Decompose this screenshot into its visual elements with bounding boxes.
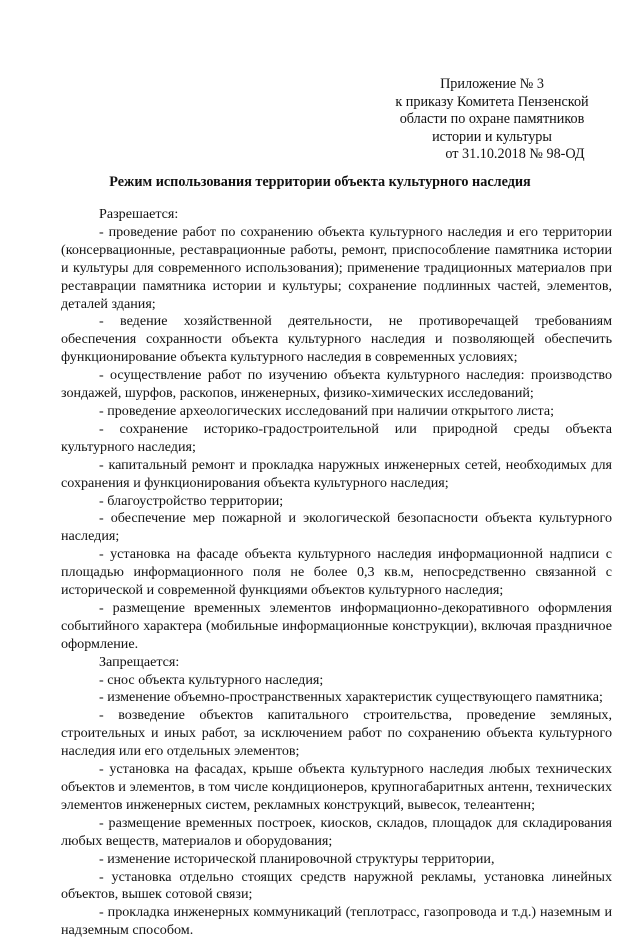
forbidden-item: - прокладка инженерных коммуникаций (теплотрасс, газопровода и т.д.) наземным и надземным способом. <box>61 904 612 939</box>
document-body <box>61 206 612 940</box>
document-title: Режим использования территории объекта культурного наследия <box>109 174 531 190</box>
forbidden-item: - возведение объектов капитального строительства, проведение земляных, строительных и иных работ, за исключением работ по сохранению объекта культурного наследия или его отдельных элементов; <box>61 707 612 760</box>
allowed-item: - сохранение историко-градостроительной или природной среды объекта культурного наследия; <box>61 420 612 455</box>
allowed-item: - обеспечение мер пожарной и экологической безопасности объекта культурного наследия; <box>61 510 612 545</box>
committee-name-line-2: истории и культуры <box>432 128 552 145</box>
allowed-item: - капитальный ремонт и прокладка наружных инженерных сетей, необходимых для сохранения и функционирования объекта культурного наследия; <box>61 456 612 491</box>
appendix-header <box>372 76 612 164</box>
allowed-item: - благоустройство территории; <box>99 492 284 509</box>
forbidden-item: - изменение объемно-пространственных характеристик существующего памятника; <box>99 689 603 706</box>
committee-name-line: области по охране памятников <box>399 111 585 127</box>
forbidden-item: - установка на фасадах, крыше объекта культурного наследия любых технических объектов и элементов, в том числе кондиционеров, крупногабаритных антенн, технических элементов инженерных систем, рекламных конструкций, вывесок, телеантенн; <box>61 761 612 813</box>
forbidden-item: - установка отдельно стоящих средств наружной рекламы, установка линейных объектов, вышек сотовой связи; <box>61 868 612 903</box>
forbidden-item: - размещение временных построек, киосков, складов, площадок для складирования любых веществ, материалов и оборудования; <box>61 814 612 849</box>
forbidden-item: - изменение исторической планировочной структуры территории, <box>99 850 495 867</box>
allowed-item: - проведение работ по сохранению объекта культурного наследия и его территории (консервационные, реставрационные работы, ремонт, приспособление памятника истории и культуры для современного использования); применение традиционных материалов при реставрации памятника истории и культуры; сохранение подлинных частей, элементов, деталей здания; <box>61 223 612 312</box>
allowed-item: - проведение археологических исследований при наличии открытого листа; <box>99 402 555 419</box>
allowed-heading: Разрешается: <box>99 206 179 222</box>
forbidden-heading: Запрещается: <box>99 653 180 670</box>
allowed-item: - осуществление работ по изучению объекта культурного наследия: производство зондажей, шурфов, раскопов, инженерных, физико-химических исследований; <box>61 367 612 402</box>
allowed-item: - ведение хозяйственной деятельности, не противоречащей требованиям обеспечения сохранности объекта культурного наследия и позволяющей обеспечить функционирование объекта культурного наследия в современных условиях; <box>61 313 612 366</box>
appendix-number: Приложение № 3 <box>440 76 544 92</box>
order-date: от 31.10.2018 № 98-ОД <box>445 146 585 162</box>
allowed-item: - установка на фасаде объекта культурного наследия информационной надписи с площадью информационного поля не более 0,3 кв.м, непосредственно связанной с исторической и современной функциями объектов культурного наследия; <box>61 546 612 599</box>
allowed-item: - размещение временных элементов информационно-декоративного оформления событийного характера (мобильные информационные конструкции), включая праздничное оформление. <box>61 599 612 652</box>
order-reference: к приказу Комитета Пензенской <box>395 93 589 110</box>
forbidden-item: - снос объекта культурного наследия; <box>99 671 324 688</box>
